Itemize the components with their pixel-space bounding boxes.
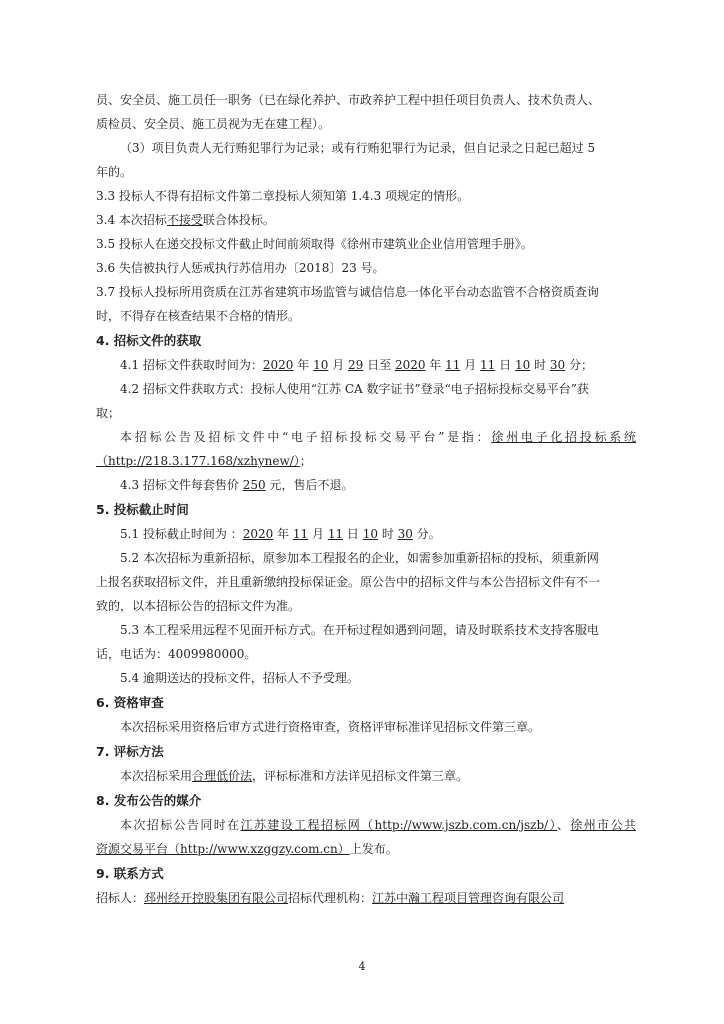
clause-3-3: 3.3 投标人不得有招标文件第二章投标人须知第 1.4.3 项规定的情形。 [96,189,470,203]
body-line: 年的。 [96,165,133,179]
clause-text: 本次招标采用 [120,769,193,783]
section-heading-4: 4. 招标文件的获取 [96,333,202,348]
clause-text: 月 [328,358,349,372]
body-line: （3）项目负责人无行贿犯罪行为记录；或有行贿犯罪行为记录，但自记录之日起已超过 5 [120,141,596,155]
body-line: 员、安全员、施工员任一职务（已在绿化养护、市政养护工程中担任项目负责人、技术负责人、 [96,93,601,107]
clause-text: 年 [273,527,293,541]
agency-name: 江苏中瀚工程项目管理咨询有限公司 [372,891,565,905]
section-heading-8: 8. 发布公告的媒介 [96,793,202,808]
date-value: 11 [445,358,461,372]
xzggzy-link[interactable]: 资源交易平台（http://www.xzggzy.com.cn） [96,842,350,856]
clause-text: 时 [530,358,550,372]
clause-3-5: 3.5 投标人在递交投标文件截止时间前须取得《徐州市建筑业企业信用管理手册》。 [96,237,533,251]
clause-text: 本次招标公告同时在 [120,818,241,832]
price-value: 250 [242,478,266,492]
clause-text: 本招标公告及招标文件中“电子招标投标交易平台”是指： [120,430,492,444]
evaluation-method: 合理低价法 [192,769,253,783]
media-line-2 [96,841,636,857]
section-heading-6: 6. 资格审查 [96,695,164,710]
media-line [120,817,636,833]
platform-url-link[interactable]: （http://218.3.177.168/xzhynew/） [96,454,300,468]
clause-text: 日至 [363,358,395,372]
platform-line [120,429,636,445]
clause-text: 年 [425,358,446,372]
date-value: 30 [397,527,413,541]
date-value: 11 [480,358,496,372]
clause-text: 4.3 招标文件每套售价 [120,478,243,492]
clause-text: 日 [343,527,363,541]
clause-text: 时 [378,527,398,541]
clause-text: 3.4 本次招标 [96,213,167,227]
clause-text: 、 [556,818,571,832]
clause-text: 5.1 投标截止时间为 ： [120,527,243,541]
body-line [120,768,636,784]
platform-url-line [96,453,636,469]
date-value: 10 [362,527,379,541]
clause-text: 4.1 招标文件获取时间为： [120,358,263,372]
contact-line [96,890,636,906]
contact-label: 招标代理机构： [288,891,373,905]
clause-text: 日 [495,358,515,372]
body-line: 质检员、安全员、施工员视为无在建工程）。 [96,117,331,131]
clause-text: 联合体投标。 [202,213,275,227]
clause-text: 分； [565,358,593,372]
date-value: 10 [313,358,329,372]
page-number: 4 [358,960,366,973]
clause-text: 年 [293,358,314,372]
date-value: 30 [549,358,566,372]
clause-text: 月 [460,358,481,372]
date-value: 11 [292,527,309,541]
section-heading-7: 7. 评标方法 [96,744,164,759]
body-line: 时，不得存在核查结果不合格的情形。 [96,309,301,323]
clause-3-7: 3.7 投标人投标所用资质在江苏省建筑市场监管与诚信信息一体化平台动态监管不合格资质查询 [96,285,599,299]
section-heading-5: 5. 投标截止时间 [96,502,189,517]
platform-name: 徐州电子化招投标系统 [491,430,636,444]
clause-5-4: 5.4 逾期送达的投标文件，招标人不予受理。 [120,671,359,685]
body-line: 话，电话为：4009980000。 [96,647,257,661]
clause-3-6: 3.6 失信被执行人惩戒执行苏信用办〔2018〕23 号。 [96,261,385,275]
body-line: 上报名获取招标文件，并且重新缴纳投标保证金。原公告中的招标文件与本公告招标文件有不一 [96,575,601,589]
date-value: 2020 [242,527,274,541]
clause-text: 月 [308,527,328,541]
clause-5-1 [120,526,636,542]
date-value: 11 [327,527,344,541]
clause-text: 元，售后不退。 [265,478,354,492]
body-line: 取； [96,406,121,420]
date-value: 2020 [394,358,426,372]
tenderer-name: 邳州经开控股集团有限公司 [144,891,289,905]
clause-3-4 [96,212,636,228]
clause-text: 分。 [412,527,441,541]
underlined-term: 不接受 [166,213,203,227]
section-heading-9: 9. 联系方式 [96,866,164,881]
clause-4-2: 4.2 招标文件获取方式：投标人使用“江苏 CA 数字证书”登录“电子招标投标交易平台”获 [120,382,589,396]
clause-text: ； [299,454,312,468]
clause-5-3: 5.3 本工程采用远程不见面开标方式。在开标过程如遇到问题，请及时联系技术支持客服电 [120,623,599,637]
body-line: 致的，以本招标公告的招标文件为准。 [96,599,301,613]
clause-5-2: 5.2 本次招标为重新招标，原参加本工程报名的企业，如需参加重新招标的投标，须重新网 [120,551,599,565]
contact-label: 招标人： [96,891,145,905]
date-value: 10 [514,358,531,372]
clause-text: ，评标标准和方法详见招标文件第三章。 [252,769,469,783]
date-value: 29 [348,358,364,372]
xzggzy-link-part1[interactable]: 徐州市公共 [570,818,636,832]
jszb-link[interactable]: 江苏建设工程招标网（http://www.jszb.com.cn/jszb/） [240,818,557,832]
date-value: 2020 [262,358,294,372]
clause-4-1 [120,357,636,373]
body-line: 本次招标采用资格后审方式进行资格审查，资格评审标准详见招标文件第三章。 [120,720,541,734]
clause-4-3 [120,477,636,493]
clause-text: 上发布。 [349,842,398,856]
